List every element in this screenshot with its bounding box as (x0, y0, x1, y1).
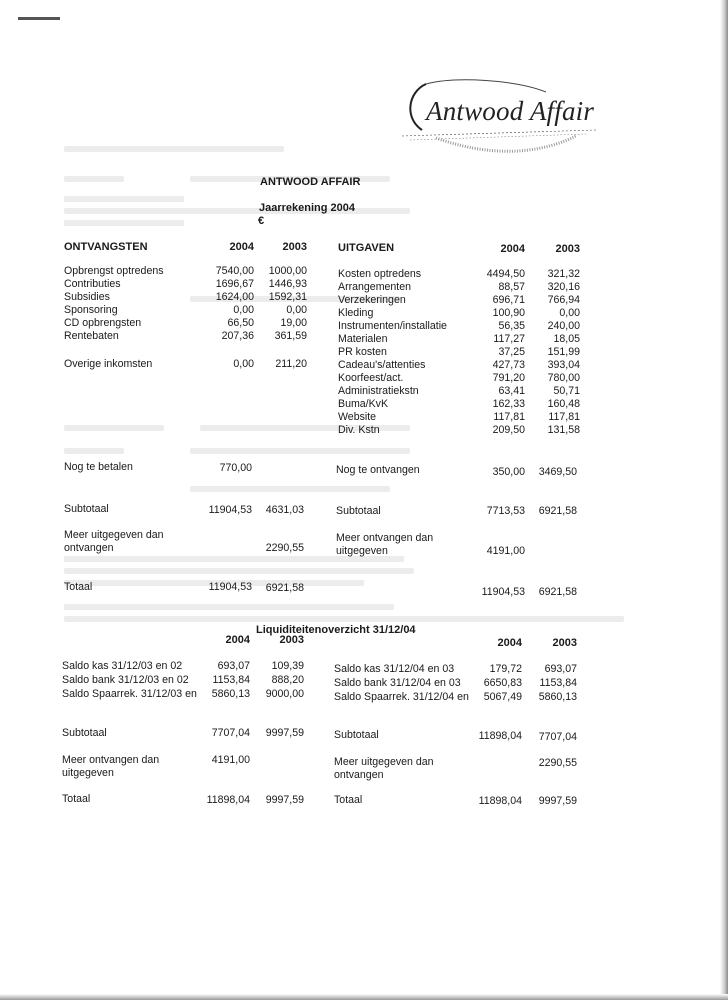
expense-value-2004: 427,73 (492, 359, 525, 371)
income-label: Contributies (64, 278, 121, 290)
income-value-2003: 1446,93 (268, 278, 307, 290)
expense-value-2003: 160,48 (547, 398, 580, 410)
expense-label: Administratiekstn (338, 385, 419, 397)
expense-label: Instrumenten/installatie (338, 320, 447, 332)
expenses-col-2003: 2003 (555, 243, 580, 255)
expense-value-2003: 151,99 (547, 346, 580, 358)
document-title: Jaarrekening 2004 (259, 202, 356, 214)
income-label: Overige inkomsten (64, 358, 153, 370)
expense-value-2004: 162,33 (492, 398, 525, 410)
expense-value-2004: 63,41 (498, 385, 525, 397)
expense-value-2004: 37,25 (498, 346, 525, 358)
expense-value-2003: 50,71 (553, 385, 580, 397)
receivable-value-2003: 3469,50 (538, 466, 577, 478)
expense-value-2004: 56,35 (498, 320, 525, 332)
expense-value-2003: 766,94 (547, 294, 580, 306)
income-value-2004: 0,00 (233, 358, 254, 370)
liquidity-value-2003: 1153,84 (539, 677, 577, 689)
expense-label: PR kosten (338, 346, 387, 358)
liquidity-left-excess-2004: 4191,00 (211, 754, 250, 766)
expense-value-2003: 240,00 (547, 320, 580, 332)
expense-value-2004: 791,20 (492, 372, 525, 384)
liquidity-left-subtotal-2003: 9997,59 (265, 727, 304, 739)
liquidity-value-2004: 5860,13 (211, 688, 250, 700)
income-value-2004: 207,36 (221, 330, 254, 342)
liquidity-right-excess-2003: 2290,55 (538, 757, 577, 769)
scan-edge-bottom (0, 994, 728, 1000)
liquidity-label: Saldo bank 31/12/03 en 02 (62, 674, 189, 686)
currency-symbol: € (258, 215, 265, 227)
income-value-2004: 7540,00 (215, 265, 254, 277)
liquidity-right-total-label: Totaal (334, 794, 363, 806)
income-total-2003: 6921,58 (265, 582, 304, 594)
liquidity-right-total-2003: 9997,59 (538, 795, 577, 807)
liquidity-left-total-2003: 9997,59 (265, 794, 304, 806)
income-label: Subsidies (64, 291, 110, 303)
expense-label: Div. Kstn (338, 424, 380, 436)
expense-value-2004: 696,71 (492, 294, 525, 306)
income-label: Rentebaten (64, 330, 119, 342)
expense-value-2003: 117,81 (548, 411, 580, 423)
liquidity-value-2003: 5860,13 (538, 691, 577, 703)
liquidity-right-col-2004: 2004 (497, 637, 522, 649)
liquidity-right-subtotal-label: Subtotaal (334, 729, 379, 741)
liquidity-label: Saldo Spaarrek. 31/12/03 en (62, 688, 197, 700)
liquidity-label: Saldo Spaarrek. 31/12/04 en (334, 691, 469, 703)
liquidity-left-excess-label-line1: Meer ontvangen dan (62, 754, 160, 766)
expenses-excess-2004: 4191,00 (486, 545, 525, 557)
expense-label: Website (338, 411, 377, 423)
income-col-2003: 2003 (282, 241, 307, 253)
liquidity-value-2004: 1153,84 (212, 674, 250, 686)
expense-label: Cadeau's/attenties (338, 359, 426, 371)
liquidity-right-subtotal-2004: 11898,04 (478, 730, 522, 742)
income-value-2004: 1696,67 (215, 278, 254, 290)
income-total-label: Totaal (64, 581, 93, 593)
liquidity-left-subtotal-2004: 7707,04 (211, 727, 250, 739)
liquidity-value-2004: 5067,49 (483, 691, 522, 703)
liquidity-left-excess-label-line2: uitgegeven (62, 767, 114, 779)
liquidity-label: Saldo kas 31/12/03 en 02 (62, 660, 183, 672)
expense-value-2004: 117,81 (493, 411, 525, 423)
logo-text: Antwood Affair (426, 96, 595, 126)
liquidity-value-2003: 109,39 (271, 660, 304, 672)
income-total-2004: 11904,53 (208, 581, 252, 593)
income-heading: ONTVANGSTEN (64, 241, 148, 253)
liquidity-left-subtotal-label: Subtotaal (62, 727, 107, 739)
expense-value-2003: 0,00 (559, 307, 580, 319)
expense-label: Kleding (338, 307, 374, 319)
liquidity-right-col-2003: 2003 (552, 637, 577, 649)
income-value-2004: 66,50 (227, 317, 254, 329)
liquidity-value-2003: 693,07 (544, 663, 577, 675)
liquidity-title: Liquiditeitenoverzicht 31/12/04 (256, 624, 416, 636)
liquidity-left-col-2003: 2003 (279, 634, 304, 646)
income-subtotal-2004: 11904,53 (208, 504, 252, 516)
income-label: Sponsoring (64, 304, 118, 316)
expense-value-2004: 209,50 (492, 424, 525, 436)
liquidity-value-2004: 179,72 (489, 663, 522, 675)
income-excess-label-line2: ontvangen (64, 542, 114, 554)
income-value-2003: 0,00 (286, 304, 307, 316)
income-label: Opbrengst optredens (64, 265, 164, 277)
receivable-label: Nog te ontvangen (336, 464, 420, 476)
income-excess-label-line1: Meer uitgegeven dan (64, 529, 164, 541)
expense-label: Kosten optredens (338, 268, 422, 280)
liquidity-right-total-2004: 11898,04 (478, 795, 522, 807)
liquidity-value-2003: 888,20 (271, 674, 304, 686)
liquidity-left-total-label: Totaal (62, 793, 91, 805)
expenses-total-2004: 11904,53 (481, 586, 525, 598)
liquidity-label: Saldo bank 31/12/04 en 03 (334, 677, 461, 689)
expenses-excess-label-line2: uitgegeven (336, 545, 388, 557)
expense-label: Materialen (338, 333, 388, 345)
expense-value-2004: 88,57 (498, 281, 525, 293)
expenses-col-2004: 2004 (500, 243, 525, 255)
expense-value-2003: 321,32 (547, 268, 580, 280)
income-excess-2003: 2290,55 (265, 542, 304, 554)
expense-value-2003: 320,16 (547, 281, 580, 293)
income-subtotal-2003: 4631,03 (265, 504, 304, 516)
expense-value-2003: 18,05 (553, 333, 580, 345)
expense-value-2004: 100,90 (492, 307, 525, 319)
liquidity-right-excess-label-line2: ontvangen (334, 769, 384, 781)
liquidity-value-2003: 9000,00 (265, 688, 304, 700)
expense-label: Koorfeest/act. (338, 372, 404, 384)
liquidity-left-total-2004: 11898,04 (206, 794, 250, 806)
liquidity-value-2004: 6650,83 (483, 677, 522, 689)
income-label: CD opbrengsten (64, 317, 142, 329)
expense-value-2003: 131,58 (547, 424, 580, 436)
liquidity-right-excess-label-line1: Meer uitgegeven dan (334, 756, 434, 768)
expense-value-2004: 4494,50 (486, 268, 525, 280)
income-value-2003: 1000,00 (268, 265, 307, 277)
income-subtotal-label: Subtotaal (64, 503, 109, 515)
expenses-subtotal-2004: 7713,53 (486, 505, 525, 517)
receivable-value-2004: 350,00 (492, 466, 525, 478)
expenses-heading: UITGAVEN (338, 242, 395, 254)
expense-value-2004: 117,27 (493, 333, 525, 345)
expense-value-2003: 780,00 (547, 372, 580, 384)
income-value-2003: 1592,31 (268, 291, 307, 303)
scan-mark (18, 17, 60, 20)
liquidity-right-subtotal-2003: 7707,04 (538, 731, 577, 743)
income-value-2003: 361,59 (274, 330, 307, 342)
payable-value-2004: 770,00 (219, 462, 252, 474)
expenses-subtotal-2003: 6921,58 (538, 505, 577, 517)
expenses-excess-label-line1: Meer ontvangen dan (336, 532, 434, 544)
income-value-2003: 211,20 (275, 358, 307, 370)
income-value-2004: 1624,00 (215, 291, 254, 303)
payable-label: Nog te betalen (64, 461, 133, 473)
liquidity-value-2004: 693,07 (217, 660, 250, 672)
expenses-total-2003: 6921,58 (538, 586, 577, 598)
organization-name: ANTWOOD AFFAIR (260, 176, 361, 188)
liquidity-left-col-2004: 2004 (225, 634, 250, 646)
liquidity-label: Saldo kas 31/12/04 en 03 (334, 663, 455, 675)
expense-label: Buma/KvK (338, 398, 389, 410)
scan-edge-right (720, 0, 728, 1000)
expense-value-2003: 393,04 (547, 359, 580, 371)
income-value-2004: 0,00 (233, 304, 254, 316)
antwood-affair-logo (396, 78, 626, 158)
expense-label: Arrangementen (338, 281, 412, 293)
income-value-2003: 19,00 (280, 317, 307, 329)
expenses-subtotal-label: Subtotaal (336, 505, 381, 517)
expense-label: Verzekeringen (338, 294, 406, 306)
income-col-2004: 2004 (229, 241, 254, 253)
